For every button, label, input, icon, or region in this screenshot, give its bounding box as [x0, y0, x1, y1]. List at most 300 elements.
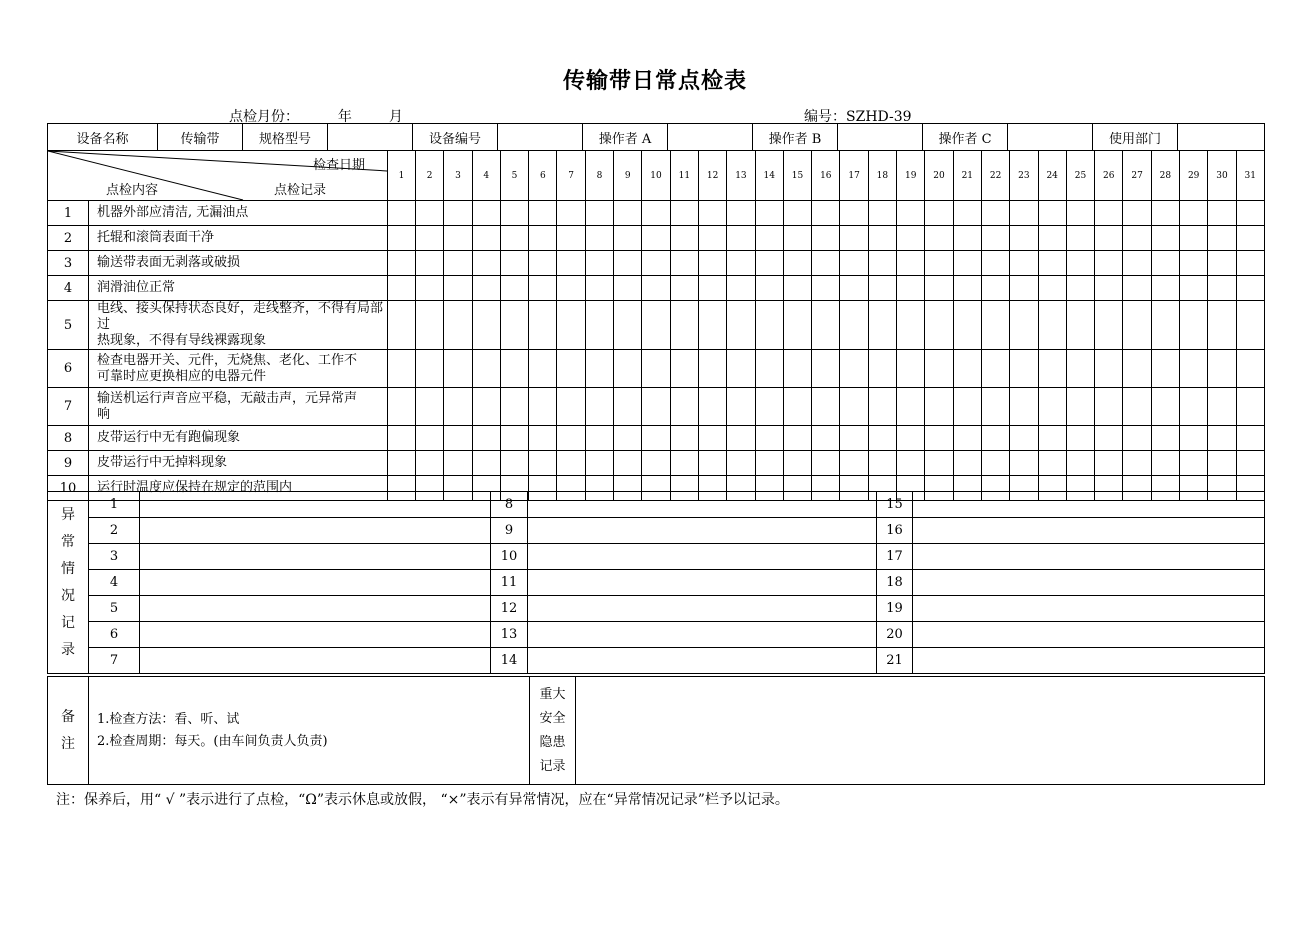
check-cell[interactable]: [1208, 251, 1236, 276]
check-cell[interactable]: [1066, 201, 1094, 226]
check-cell[interactable]: [783, 350, 811, 388]
check-cell[interactable]: [1010, 451, 1038, 476]
check-cell[interactable]: [1208, 426, 1236, 451]
check-cell[interactable]: [755, 226, 783, 251]
check-cell[interactable]: [840, 226, 868, 251]
abnormal-entry[interactable]: [140, 492, 491, 518]
check-cell[interactable]: [698, 301, 726, 350]
check-cell[interactable]: [840, 201, 868, 226]
check-cell[interactable]: [500, 201, 528, 226]
check-cell[interactable]: [614, 426, 642, 451]
check-cell[interactable]: [416, 301, 444, 350]
check-cell[interactable]: [981, 251, 1009, 276]
check-cell[interactable]: [1208, 201, 1236, 226]
check-cell[interactable]: [925, 226, 953, 251]
check-cell[interactable]: [670, 451, 698, 476]
check-cell[interactable]: [585, 451, 613, 476]
check-cell[interactable]: [500, 251, 528, 276]
check-cell[interactable]: [529, 301, 557, 350]
check-cell[interactable]: [642, 201, 670, 226]
check-cell[interactable]: [1066, 388, 1094, 426]
abnormal-entry[interactable]: [140, 596, 491, 622]
check-cell[interactable]: [585, 301, 613, 350]
check-cell[interactable]: [727, 426, 755, 451]
check-cell[interactable]: [670, 226, 698, 251]
check-cell[interactable]: [444, 201, 472, 226]
check-cell[interactable]: [1151, 301, 1179, 350]
check-cell[interactable]: [557, 301, 585, 350]
check-cell[interactable]: [1010, 301, 1038, 350]
check-cell[interactable]: [642, 350, 670, 388]
abnormal-entry[interactable]: [528, 570, 877, 596]
check-cell[interactable]: [981, 350, 1009, 388]
check-cell[interactable]: [1095, 201, 1123, 226]
check-cell[interactable]: [670, 301, 698, 350]
check-cell[interactable]: [1208, 226, 1236, 251]
check-cell[interactable]: [1095, 451, 1123, 476]
check-cell[interactable]: [868, 251, 896, 276]
check-cell[interactable]: [1066, 276, 1094, 301]
check-cell[interactable]: [557, 350, 585, 388]
check-cell[interactable]: [755, 426, 783, 451]
check-cell[interactable]: [698, 350, 726, 388]
check-cell[interactable]: [953, 451, 981, 476]
check-cell[interactable]: [1180, 388, 1208, 426]
check-cell[interactable]: [698, 451, 726, 476]
check-cell[interactable]: [642, 451, 670, 476]
check-cell[interactable]: [812, 451, 840, 476]
check-cell[interactable]: [444, 388, 472, 426]
check-cell[interactable]: [953, 201, 981, 226]
abnormal-entry[interactable]: [528, 544, 877, 570]
check-cell[interactable]: [585, 276, 613, 301]
check-cell[interactable]: [614, 201, 642, 226]
check-cell[interactable]: [444, 426, 472, 451]
check-cell[interactable]: [670, 276, 698, 301]
check-cell[interactable]: [783, 388, 811, 426]
check-cell[interactable]: [416, 201, 444, 226]
check-cell[interactable]: [953, 251, 981, 276]
check-cell[interactable]: [953, 350, 981, 388]
check-cell[interactable]: [1066, 226, 1094, 251]
check-cell[interactable]: [1123, 276, 1151, 301]
check-cell[interactable]: [529, 276, 557, 301]
check-cell[interactable]: [1038, 201, 1066, 226]
check-cell[interactable]: [755, 251, 783, 276]
check-cell[interactable]: [472, 251, 500, 276]
check-cell[interactable]: [1066, 301, 1094, 350]
check-cell[interactable]: [472, 226, 500, 251]
check-cell[interactable]: [1236, 201, 1264, 226]
check-cell[interactable]: [500, 276, 528, 301]
check-cell[interactable]: [925, 388, 953, 426]
check-cell[interactable]: [1038, 426, 1066, 451]
check-cell[interactable]: [472, 388, 500, 426]
check-cell[interactable]: [614, 276, 642, 301]
check-cell[interactable]: [1236, 451, 1264, 476]
check-cell[interactable]: [1038, 350, 1066, 388]
check-cell[interactable]: [500, 426, 528, 451]
check-cell[interactable]: [925, 451, 953, 476]
check-cell[interactable]: [897, 276, 925, 301]
check-cell[interactable]: [472, 201, 500, 226]
check-cell[interactable]: [1208, 451, 1236, 476]
abnormal-entry[interactable]: [528, 518, 877, 544]
check-cell[interactable]: [670, 201, 698, 226]
check-cell[interactable]: [1066, 350, 1094, 388]
check-cell[interactable]: [388, 276, 416, 301]
check-cell[interactable]: [925, 426, 953, 451]
check-cell[interactable]: [840, 388, 868, 426]
check-cell[interactable]: [1151, 251, 1179, 276]
check-cell[interactable]: [1151, 226, 1179, 251]
check-cell[interactable]: [783, 201, 811, 226]
check-cell[interactable]: [727, 276, 755, 301]
check-cell[interactable]: [416, 451, 444, 476]
check-cell[interactable]: [1151, 276, 1179, 301]
check-cell[interactable]: [727, 388, 755, 426]
check-cell[interactable]: [840, 426, 868, 451]
check-cell[interactable]: [585, 251, 613, 276]
check-cell[interactable]: [868, 276, 896, 301]
check-cell[interactable]: [1180, 201, 1208, 226]
check-cell[interactable]: [1066, 251, 1094, 276]
check-cell[interactable]: [614, 251, 642, 276]
check-cell[interactable]: [1208, 301, 1236, 350]
check-cell[interactable]: [925, 251, 953, 276]
abnormal-entry[interactable]: [913, 570, 1265, 596]
abnormal-entry[interactable]: [140, 622, 491, 648]
check-cell[interactable]: [670, 251, 698, 276]
check-cell[interactable]: [1123, 350, 1151, 388]
check-cell[interactable]: [1123, 226, 1151, 251]
check-cell[interactable]: [1095, 301, 1123, 350]
check-cell[interactable]: [1151, 451, 1179, 476]
check-cell[interactable]: [670, 388, 698, 426]
check-cell[interactable]: [868, 388, 896, 426]
check-cell[interactable]: [868, 301, 896, 350]
check-cell[interactable]: [755, 388, 783, 426]
check-cell[interactable]: [642, 226, 670, 251]
check-cell[interactable]: [472, 276, 500, 301]
abnormal-entry[interactable]: [913, 648, 1265, 674]
check-cell[interactable]: [981, 226, 1009, 251]
check-cell[interactable]: [529, 426, 557, 451]
check-cell[interactable]: [500, 226, 528, 251]
check-cell[interactable]: [388, 388, 416, 426]
check-cell[interactable]: [585, 388, 613, 426]
check-cell[interactable]: [444, 251, 472, 276]
check-cell[interactable]: [444, 350, 472, 388]
check-cell[interactable]: [840, 301, 868, 350]
check-cell[interactable]: [897, 226, 925, 251]
check-cell[interactable]: [472, 451, 500, 476]
check-cell[interactable]: [1038, 388, 1066, 426]
check-cell[interactable]: [1208, 388, 1236, 426]
check-cell[interactable]: [642, 301, 670, 350]
check-cell[interactable]: [1236, 226, 1264, 251]
check-cell[interactable]: [1180, 276, 1208, 301]
check-cell[interactable]: [783, 251, 811, 276]
check-cell[interactable]: [727, 201, 755, 226]
check-cell[interactable]: [1066, 451, 1094, 476]
check-cell[interactable]: [1095, 226, 1123, 251]
check-cell[interactable]: [727, 251, 755, 276]
check-cell[interactable]: [1180, 451, 1208, 476]
check-cell[interactable]: [1151, 388, 1179, 426]
check-cell[interactable]: [925, 350, 953, 388]
check-cell[interactable]: [614, 301, 642, 350]
abnormal-entry[interactable]: [140, 570, 491, 596]
check-cell[interactable]: [1236, 426, 1264, 451]
check-cell[interactable]: [868, 201, 896, 226]
abnormal-entry[interactable]: [913, 596, 1265, 622]
check-cell[interactable]: [1010, 388, 1038, 426]
check-cell[interactable]: [840, 276, 868, 301]
check-cell[interactable]: [953, 426, 981, 451]
check-cell[interactable]: [1095, 426, 1123, 451]
check-cell[interactable]: [557, 251, 585, 276]
check-cell[interactable]: [1208, 350, 1236, 388]
check-cell[interactable]: [698, 388, 726, 426]
check-cell[interactable]: [840, 350, 868, 388]
check-cell[interactable]: [812, 276, 840, 301]
check-cell[interactable]: [698, 276, 726, 301]
check-cell[interactable]: [953, 276, 981, 301]
check-cell[interactable]: [1180, 350, 1208, 388]
check-cell[interactable]: [897, 251, 925, 276]
abnormal-entry[interactable]: [140, 648, 491, 674]
check-cell[interactable]: [953, 226, 981, 251]
check-cell[interactable]: [1038, 276, 1066, 301]
check-cell[interactable]: [897, 350, 925, 388]
check-cell[interactable]: [755, 301, 783, 350]
check-cell[interactable]: [614, 350, 642, 388]
check-cell[interactable]: [783, 301, 811, 350]
check-cell[interactable]: [812, 251, 840, 276]
check-cell[interactable]: [897, 388, 925, 426]
check-cell[interactable]: [1180, 251, 1208, 276]
check-cell[interactable]: [897, 301, 925, 350]
check-cell[interactable]: [698, 426, 726, 451]
check-cell[interactable]: [642, 388, 670, 426]
check-cell[interactable]: [698, 226, 726, 251]
check-cell[interactable]: [557, 451, 585, 476]
check-cell[interactable]: [812, 301, 840, 350]
check-cell[interactable]: [812, 426, 840, 451]
check-cell[interactable]: [416, 350, 444, 388]
check-cell[interactable]: [472, 301, 500, 350]
check-cell[interactable]: [1095, 251, 1123, 276]
check-cell[interactable]: [1123, 388, 1151, 426]
check-cell[interactable]: [529, 201, 557, 226]
check-cell[interactable]: [388, 301, 416, 350]
check-cell[interactable]: [529, 226, 557, 251]
abnormal-entry[interactable]: [913, 622, 1265, 648]
check-cell[interactable]: [500, 301, 528, 350]
check-cell[interactable]: [981, 301, 1009, 350]
check-cell[interactable]: [557, 426, 585, 451]
check-cell[interactable]: [1038, 301, 1066, 350]
abnormal-entry[interactable]: [140, 518, 491, 544]
check-cell[interactable]: [783, 451, 811, 476]
check-cell[interactable]: [614, 451, 642, 476]
check-cell[interactable]: [783, 226, 811, 251]
abnormal-entry[interactable]: [913, 518, 1265, 544]
check-cell[interactable]: [1236, 350, 1264, 388]
abnormal-entry[interactable]: [528, 596, 877, 622]
check-cell[interactable]: [1236, 276, 1264, 301]
check-cell[interactable]: [981, 451, 1009, 476]
check-cell[interactable]: [388, 251, 416, 276]
check-cell[interactable]: [755, 201, 783, 226]
abnormal-entry[interactable]: [528, 648, 877, 674]
check-cell[interactable]: [1151, 201, 1179, 226]
check-cell[interactable]: [1010, 276, 1038, 301]
check-cell[interactable]: [981, 276, 1009, 301]
check-cell[interactable]: [897, 426, 925, 451]
check-cell[interactable]: [585, 426, 613, 451]
check-cell[interactable]: [812, 201, 840, 226]
check-cell[interactable]: [925, 301, 953, 350]
check-cell[interactable]: [529, 350, 557, 388]
check-cell[interactable]: [614, 226, 642, 251]
check-cell[interactable]: [868, 350, 896, 388]
check-cell[interactable]: [981, 426, 1009, 451]
check-cell[interactable]: [1180, 301, 1208, 350]
check-cell[interactable]: [953, 388, 981, 426]
check-cell[interactable]: [755, 350, 783, 388]
check-cell[interactable]: [642, 276, 670, 301]
check-cell[interactable]: [1010, 350, 1038, 388]
check-cell[interactable]: [755, 276, 783, 301]
check-cell[interactable]: [1123, 251, 1151, 276]
check-cell[interactable]: [727, 301, 755, 350]
check-cell[interactable]: [529, 388, 557, 426]
check-cell[interactable]: [416, 426, 444, 451]
check-cell[interactable]: [1151, 426, 1179, 451]
check-cell[interactable]: [1010, 226, 1038, 251]
check-cell[interactable]: [1010, 426, 1038, 451]
check-cell[interactable]: [698, 251, 726, 276]
check-cell[interactable]: [1180, 426, 1208, 451]
check-cell[interactable]: [500, 451, 528, 476]
check-cell[interactable]: [529, 251, 557, 276]
check-cell[interactable]: [812, 350, 840, 388]
check-cell[interactable]: [953, 301, 981, 350]
check-cell[interactable]: [1095, 350, 1123, 388]
check-cell[interactable]: [1123, 451, 1151, 476]
check-cell[interactable]: [642, 426, 670, 451]
check-cell[interactable]: [614, 388, 642, 426]
abnormal-entry[interactable]: [528, 622, 877, 648]
check-cell[interactable]: [812, 226, 840, 251]
check-cell[interactable]: [472, 350, 500, 388]
check-cell[interactable]: [416, 226, 444, 251]
check-cell[interactable]: [1038, 226, 1066, 251]
check-cell[interactable]: [727, 350, 755, 388]
check-cell[interactable]: [1123, 201, 1151, 226]
check-cell[interactable]: [388, 426, 416, 451]
check-cell[interactable]: [698, 201, 726, 226]
check-cell[interactable]: [444, 301, 472, 350]
check-cell[interactable]: [388, 226, 416, 251]
check-cell[interactable]: [416, 251, 444, 276]
check-cell[interactable]: [868, 451, 896, 476]
check-cell[interactable]: [1038, 451, 1066, 476]
check-cell[interactable]: [981, 201, 1009, 226]
check-cell[interactable]: [897, 451, 925, 476]
check-cell[interactable]: [500, 388, 528, 426]
check-cell[interactable]: [1066, 426, 1094, 451]
check-cell[interactable]: [868, 226, 896, 251]
check-cell[interactable]: [388, 451, 416, 476]
check-cell[interactable]: [585, 350, 613, 388]
check-cell[interactable]: [670, 426, 698, 451]
abnormal-entry[interactable]: [140, 544, 491, 570]
check-cell[interactable]: [925, 276, 953, 301]
check-cell[interactable]: [1151, 350, 1179, 388]
abnormal-entry[interactable]: [528, 492, 877, 518]
check-cell[interactable]: [1236, 388, 1264, 426]
abnormal-entry[interactable]: [913, 544, 1265, 570]
check-cell[interactable]: [783, 276, 811, 301]
check-cell[interactable]: [1236, 251, 1264, 276]
check-cell[interactable]: [981, 388, 1009, 426]
check-cell[interactable]: [670, 350, 698, 388]
check-cell[interactable]: [868, 426, 896, 451]
abnormal-entry[interactable]: [913, 492, 1265, 518]
check-cell[interactable]: [585, 201, 613, 226]
check-cell[interactable]: [755, 451, 783, 476]
check-cell[interactable]: [557, 201, 585, 226]
check-cell[interactable]: [500, 350, 528, 388]
check-cell[interactable]: [529, 451, 557, 476]
check-cell[interactable]: [1038, 251, 1066, 276]
check-cell[interactable]: [1095, 388, 1123, 426]
check-cell[interactable]: [388, 350, 416, 388]
check-cell[interactable]: [1123, 426, 1151, 451]
check-cell[interactable]: [1123, 301, 1151, 350]
check-cell[interactable]: [557, 276, 585, 301]
check-cell[interactable]: [727, 451, 755, 476]
check-cell[interactable]: [840, 451, 868, 476]
check-cell[interactable]: [557, 388, 585, 426]
check-cell[interactable]: [1010, 251, 1038, 276]
check-cell[interactable]: [416, 388, 444, 426]
check-cell[interactable]: [444, 451, 472, 476]
check-cell[interactable]: [925, 201, 953, 226]
check-cell[interactable]: [472, 426, 500, 451]
check-cell[interactable]: [557, 226, 585, 251]
check-cell[interactable]: [444, 276, 472, 301]
check-cell[interactable]: [1236, 301, 1264, 350]
check-cell[interactable]: [585, 226, 613, 251]
check-cell[interactable]: [444, 226, 472, 251]
check-cell[interactable]: [1095, 276, 1123, 301]
check-cell[interactable]: [783, 426, 811, 451]
check-cell[interactable]: [1180, 226, 1208, 251]
check-cell[interactable]: [897, 201, 925, 226]
check-cell[interactable]: [388, 201, 416, 226]
check-cell[interactable]: [642, 251, 670, 276]
check-cell[interactable]: [1010, 201, 1038, 226]
check-cell[interactable]: [840, 251, 868, 276]
check-cell[interactable]: [727, 226, 755, 251]
check-cell[interactable]: [812, 388, 840, 426]
check-cell[interactable]: [416, 276, 444, 301]
check-cell[interactable]: [1208, 276, 1236, 301]
